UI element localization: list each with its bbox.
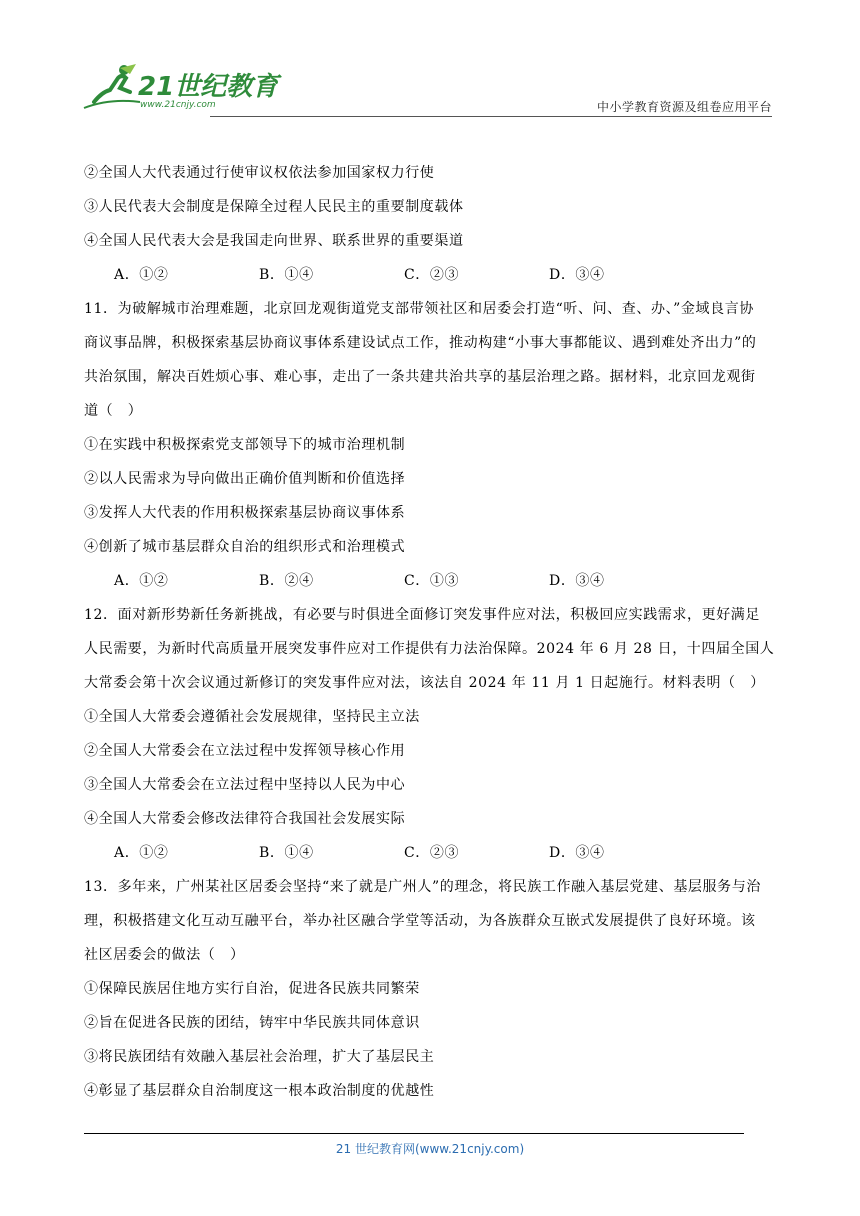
text-line: 大常委会第十次会议通过新修订的突发事件应对法，该法自 2024 年 11 月 1 日起施行。材料表明（ ） xyxy=(84,675,765,691)
text-line: 社区居委会的做法（ ） xyxy=(84,947,245,963)
answer-option: C．②③ xyxy=(404,267,460,283)
header-platform-label: 中小学教育资源及组卷应用平台 xyxy=(596,100,772,114)
text-line: ④彰显了基层群众自治制度这一根本政治制度的优越性 xyxy=(84,1083,435,1099)
text-line: ①在实践中积极探索党支部领导下的城市治理机制 xyxy=(84,437,406,453)
document-body xyxy=(84,156,774,1108)
text-line: ①保障民族居住地方实行自治，促进各民族共同繁荣 xyxy=(84,981,420,997)
text-line: ④全国人大常委会修改法律符合我国社会发展实际 xyxy=(84,811,406,827)
text-line: ②以人民需求为导向做出正确价值判断和价值选择 xyxy=(84,471,406,487)
text-line: ③发挥人大代表的作用积极探索基层协商议事体系 xyxy=(84,505,406,521)
text-line: ④创新了城市基层群众自治的组织形式和治理模式 xyxy=(84,539,406,555)
answer-option: B．②④ xyxy=(259,573,314,589)
logo-text: 21世纪教育 xyxy=(138,72,279,102)
text-line: ③将民族团结有效融入基层社会治理，扩大了基层民主 xyxy=(84,1049,435,1065)
text-line: 人民需要，为新时代高质量开展突发事件应对工作提供有力法治保障。2024 年 6 月 28 日，十四届全国人 xyxy=(84,641,775,657)
text-line: ②全国人大常委会在立法过程中发挥领导核心作用 xyxy=(84,743,406,759)
text-line: 理，积极搭建文化互动互融平台，举办社区融合学堂等活动，为各族群众互嵌式发展提供了良好环境。该 xyxy=(84,913,756,929)
logo-url: www.21cnjy.com xyxy=(140,100,216,110)
text-line: 11．为破解城市治理难题，北京回龙观街道党支部带领社区和居委会打造“听、问、查、办、”金域良言协 xyxy=(84,301,754,317)
answer-option: C．②③ xyxy=(404,845,460,861)
footer-divider xyxy=(84,1133,744,1134)
text-line: 13．多年来，广州某社区居委会坚持“来了就是广州人”的理念，将民族工作融入基层党建、基层服务与治 xyxy=(84,879,761,895)
text-line: ④全国人民代表大会是我国走向世界、联系世界的重要渠道 xyxy=(84,233,464,249)
answer-options xyxy=(84,564,774,598)
answer-option: A．①② xyxy=(114,845,169,861)
answer-option: D．③④ xyxy=(549,573,605,589)
text-line: ③全国人大常委会在立法过程中坚持以人民为中心 xyxy=(84,777,406,793)
answer-options xyxy=(84,836,774,870)
answer-option: D．③④ xyxy=(549,267,605,283)
text-line: ③人民代表大会制度是保障全过程人民民主的重要制度载体 xyxy=(84,199,464,215)
text-line: 道（ ） xyxy=(84,403,143,419)
answer-option: B．①④ xyxy=(259,845,314,861)
21cnjy-logo xyxy=(80,62,279,112)
text-line: 共治氛围，解决百姓烦心事、难心事，走出了一条共建共治共享的基层治理之路。据材料，北京回龙观街 xyxy=(84,369,756,385)
text-line: 商议事品牌，积极探索基层协商议事体系建设试点工作，推动构建“小事大事都能议、遇到难处齐出力”的 xyxy=(84,335,757,351)
answer-option: D．③④ xyxy=(549,845,605,861)
text-line: ①全国人大常委会遵循社会发展规律，坚持民主立法 xyxy=(84,709,420,725)
answer-option: A．①② xyxy=(114,267,169,283)
footer-text: 21 世纪教育网(www.21cnjy.com) xyxy=(335,1142,525,1156)
text-line: 12．面对新形势新任务新挑战，有必要与时俱进全面修订突发事件应对法，积极回应实践需求，更好满足 xyxy=(84,607,761,623)
text-line: ②旨在促进各民族的团结，铸牢中华民族共同体意识 xyxy=(84,1015,420,1031)
answer-options xyxy=(84,258,774,292)
page-header xyxy=(80,62,772,118)
answer-option: B．①④ xyxy=(259,267,314,283)
header-divider xyxy=(210,116,772,117)
text-line: ②全国人大代表通过行使审议权依法参加国家权力行使 xyxy=(84,165,435,181)
answer-option: A．①② xyxy=(114,573,169,589)
answer-option: C．①③ xyxy=(404,573,460,589)
